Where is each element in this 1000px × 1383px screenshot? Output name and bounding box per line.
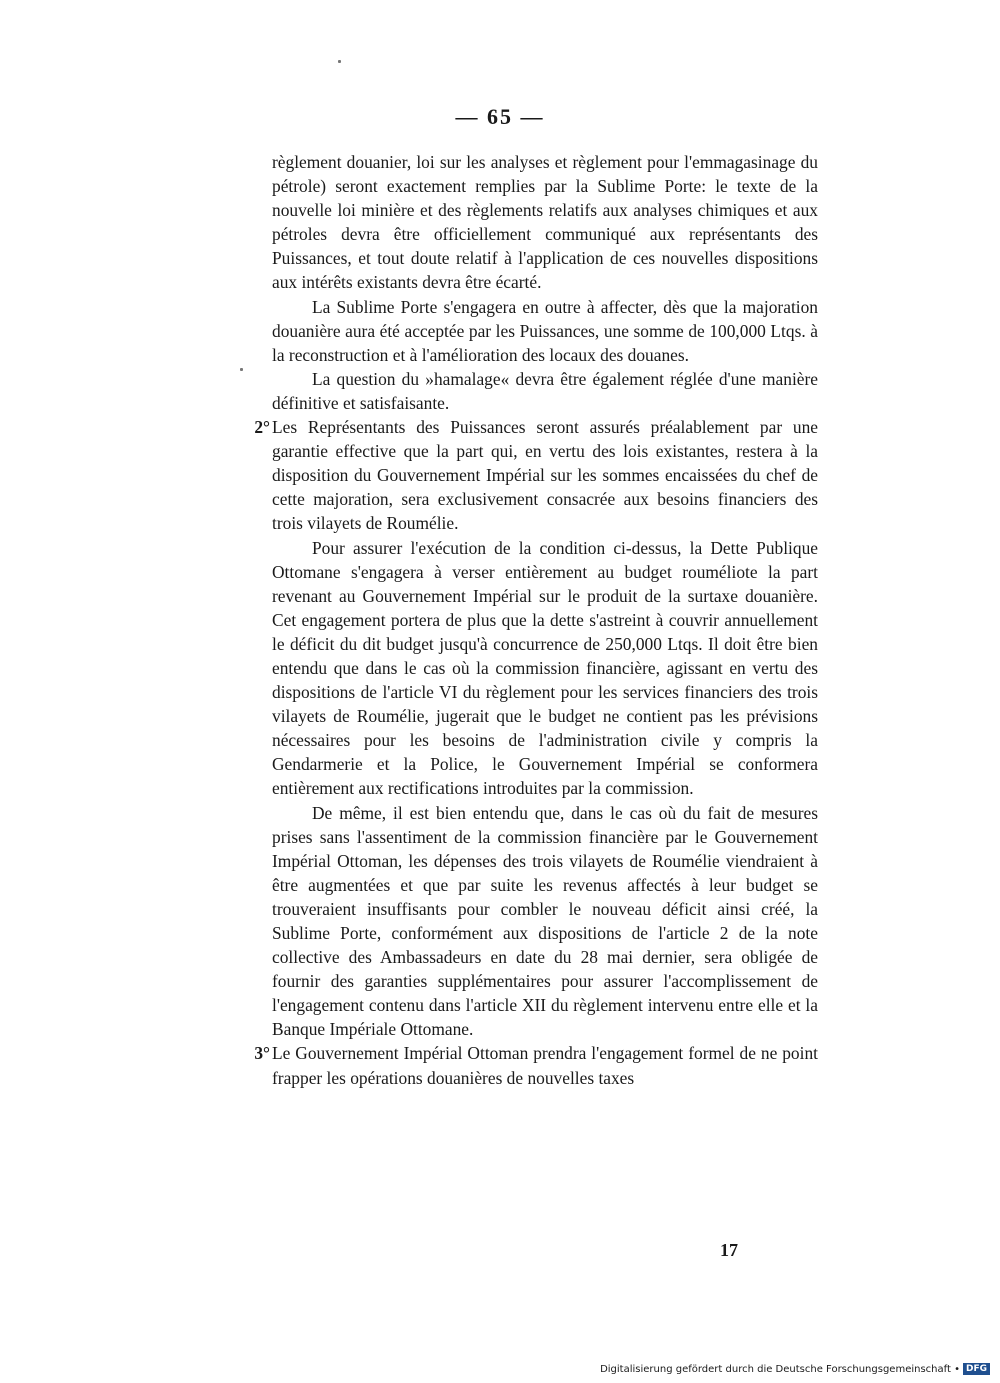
paragraph-text: De même, il est bien entendu que, dans le cas où du fait de mesures prises sans l'assentiment de la commission financière par le Gouvernement Impérial Ottoman, les dépenses des trois vilayets de Roumélie viendraient à être augmentées et que par suite les revenus affectés à leur budget se trouveraient insuffisants pour combler le nouveau déficit ainsi créé, la Sublime Porte, conformément aux dispositions de l'article 2 de la note collective des Ambassadeurs en date du 28 mai dernier, sera obligée de fournir des garanties supplémentaires pour assurer l'accomplissement de l'engagement contenu dans l'article XII du règlement intervenu entre elle et la Banque Impériale Ottomane.: [272, 802, 818, 1040]
paragraph-2: [272, 295, 818, 367]
paragraph-3: [272, 367, 818, 415]
numbered-item-3: [254, 1041, 818, 1089]
body-text: [254, 150, 818, 1090]
scan-speck: [240, 368, 243, 371]
paragraph-text: La Sublime Porte s'engagera en outre à affecter, dès que la majoration douanière aura été acceptée par les Puissances, une somme de 100,000 Ltqs. à la reconstruction et à l'amélioration des locaux des douanes.: [272, 296, 818, 365]
signature-mark: 17: [720, 1240, 738, 1260]
paragraph-5: [272, 536, 818, 801]
paragraph-6: [272, 801, 818, 1042]
item-marker: 3°: [254, 1043, 270, 1064]
digitization-credit: [600, 1363, 990, 1375]
paragraph-text: Le Gouvernement Impérial Ottoman prendra l'engagement formel de ne point frapper les opérations douanières de nouvelles taxes: [272, 1043, 818, 1088]
credit-text: Digitalisierung gefördert durch die Deutsche Forschungsgemeinschaft •: [600, 1363, 960, 1375]
dfg-logo-icon: DFG: [963, 1363, 990, 1375]
numbered-item-2: [254, 415, 818, 535]
scan-speck: [338, 60, 341, 63]
paragraph-text: Les Représentants des Puissances seront assurés préalablement par une garantie effective que la part qui, en vertu des lois existantes, restera à la disposition du Gouvernement Impérial sur les sommes encaissées du chef de cette majoration, sera exclusivement consacrée aux besoins financiers des trois vilayets de Roumélie.: [272, 417, 818, 534]
page-number-header: — 65 —: [455, 104, 545, 129]
paragraph-text: Pour assurer l'exécution de la condition ci-dessus, la Dette Publique Ottomane s'engagera à verser entièrement au budget rouméliote la part revenant au Gouvernement Impérial sur le produit de la surtaxe douanière. Cet engagement portera de plus que la dette s'astreint à couvrir annuellement le déficit du dit budget jusqu'à concurrence de 250,000 Ltqs. Il doit être bien entendu que dans le cas où la commission financière, agissant en vertu des dispositions de l'article VI du règlement pour les services financiers des trois vilayets de Roumélie, jugerait que le budget ne contient pas les prévisions nécessaires pour les besoins de l'administration civile y compris la Gendarmerie et la Police, le Gouvernement Impérial se conformera entièrement aux rectifications introduites par la commission.: [272, 537, 818, 799]
paragraph-text: règlement douanier, loi sur les analyses et règlement pour l'emmagasinage du pétrole) seront exactement remplies par la Sublime Porte: le texte de la nouvelle loi minière et des règlements relatifs aux analyses chimiques et aux pétroles devra être officiellement communiqué aux représentants des Puissances, et tout doute relatif à l'application de ces nouvelles dispositions aux intérêts existants devra être écarté.: [272, 152, 818, 293]
item-marker: 2°: [254, 417, 270, 438]
paragraph-1: [272, 150, 818, 295]
paragraph-text: La question du »hamalage« devra être également réglée d'une manière définitive et satisfaisante.: [272, 368, 818, 413]
